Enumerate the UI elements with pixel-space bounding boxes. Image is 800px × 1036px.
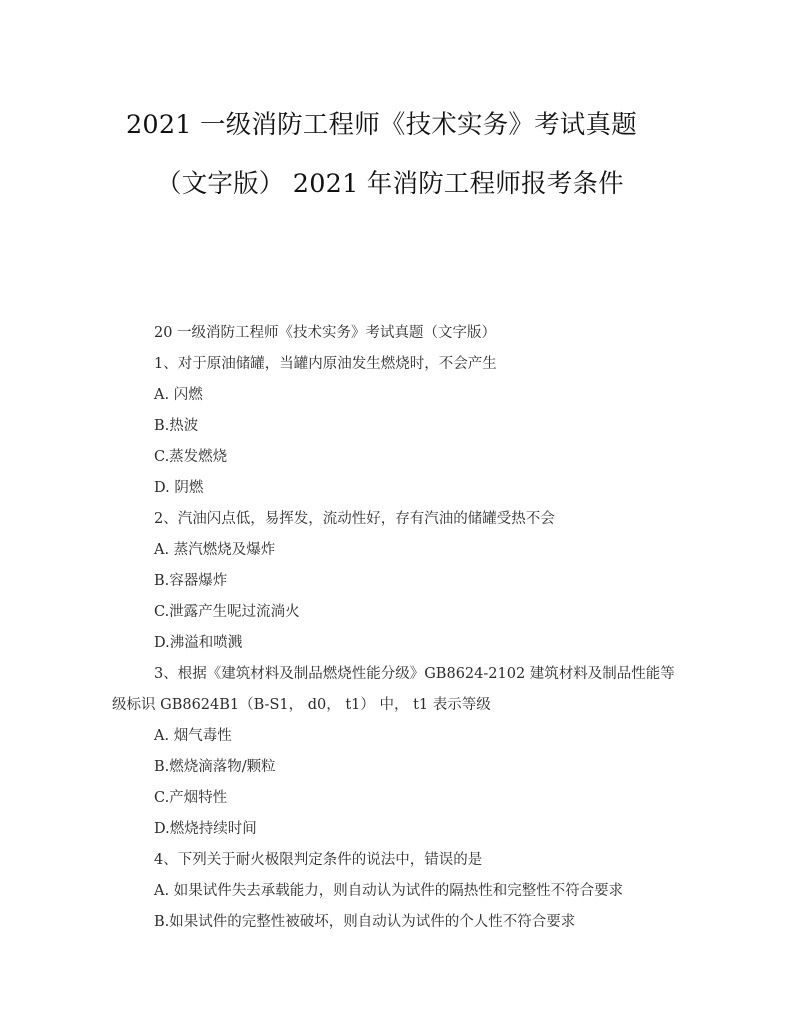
question-1-option-a: A. 闪燃 <box>154 387 203 403</box>
question-3-option-d: D.燃烧持续时间 <box>154 821 257 837</box>
document-body <box>112 318 688 938</box>
question-1-option-c: C.蒸发燃烧 <box>154 449 228 465</box>
question-2-option-c: C.泄露产生呢过流淌火 <box>154 604 300 620</box>
question-4-option-a: A. 如果试件失去承载能力，则自动认为试件的隔热性和完整性不符合要求 <box>154 883 624 899</box>
question-2-option-d: D.沸溢和喷溅 <box>154 635 243 651</box>
document-title <box>108 104 688 206</box>
question-1-option-d: D. 阴燃 <box>154 480 204 496</box>
title-line-2: （文字版） 2021 年消防工程师报考条件 <box>156 169 624 199</box>
title-line-1: 2021 一级消防工程师《技术实务》考试真题 <box>126 110 637 140</box>
question-stem-2: 2、汽油闪点低，易挥发，流动性好，存有汽油的储罐受热不会 <box>154 511 555 527</box>
question-2-option-a: A. 蒸汽燃烧及爆炸 <box>154 542 276 558</box>
question-stem-3: 3、根据《建筑材料及制品燃烧性能分级》GB8624-2102 建筑材料及制品性能等级标识 GB8624B1（B-S1， d0， t1） 中， t1 表示等级 <box>112 666 675 713</box>
question-stem-4: 4、下列关于耐火极限判定条件的说法中，错误的是 <box>154 852 483 868</box>
question-3-option-b: B.燃烧滴落物/颗粒 <box>154 759 276 775</box>
question-2-option-b: B.容器爆炸 <box>154 573 228 589</box>
question-3-option-a: A. 烟气毒性 <box>154 728 232 744</box>
question-stem-1: 1、对于原油储罐，当罐内原油发生燃烧时，不会产生 <box>154 356 497 372</box>
body-heading: 20 一级消防工程师《技术实务》考试真题（文字版） <box>154 325 497 341</box>
question-4-option-b: B.如果试件的完整性被破坏，则自动认为试件的个人性不符合要求 <box>154 914 576 930</box>
question-1-option-b: B.热波 <box>154 418 199 434</box>
question-3-option-c: C.产烟特性 <box>154 790 228 806</box>
